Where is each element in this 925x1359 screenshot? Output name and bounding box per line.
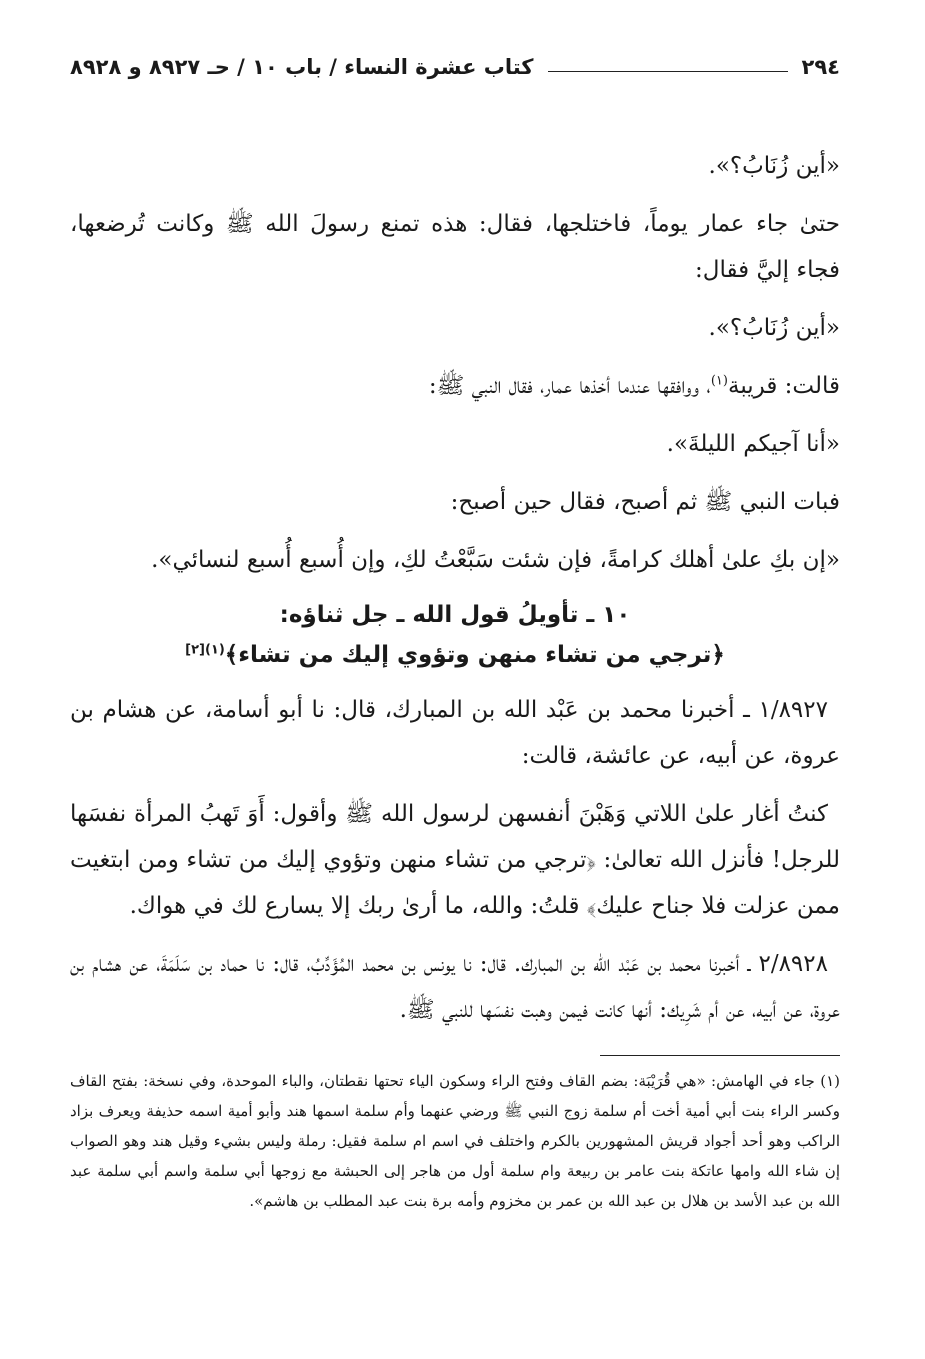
hadith-2: ٢/٨٩٢٨ ـ أخبرنا محمد بن عَبْد الله بن المبارك. قال: نا يونس بن محمد المُؤَدِّبُ، قال: نا حماد بن سَلَمَةَ، عن هشام بن عروة، عن أبيه، عن أم شَرِيك: أنها كانت فيمن وهبت نفسَها للنبي ﷺ. xyxy=(70,951,840,1023)
footnotes xyxy=(70,1066,840,1216)
paragraph-narration-2-start: قالت: قريبة xyxy=(727,373,840,399)
paragraph-narration-2 xyxy=(70,363,840,409)
footnote-marker: (١) xyxy=(710,373,728,389)
paragraph-narration-2-end: ، ووافقها عندما أخذها عمار، فقال النبي ﷺ: xyxy=(428,373,711,399)
section-heading: ١٠ ـ تأويلُ قول الله ـ جل ثناؤه: xyxy=(279,602,631,628)
page-number: ٢٩٤ xyxy=(801,55,840,79)
running-title: كتاب عشرة النساء / باب ١٠ / حـ ٨٩٢٧ و ٨٩٢٨ xyxy=(70,55,534,79)
hadith-1-text: كنتُ أغار علىٰ اللاتي وَهَبْنَ أنفسهن لرسول الله ﷺ وأقول: أَوَ تَهبُ المرأة نفسَها للرجل! فأنزل الله تعالىٰ: ﴿ترجي من تشاء منهن وتؤوي إليك من تشاء ومن ابتغيت ممن عزلت فلا جناح عليك﴾ قلتُ: والله، ما أرىٰ ربك إلا يسارع لك في هواك. xyxy=(70,801,840,919)
paragraph-narration-1: حتىٰ جاء عمار يوماً، فاختلجها، فقال: هذه تمنع رسولَ الله ﷺ وكانت تُرضعها، فجاء إليَّ فقال: xyxy=(70,211,840,283)
book-page xyxy=(70,55,840,1216)
footnote-rule xyxy=(600,1055,840,1056)
hadith-1-chain: ١/٨٩٢٧ ـ أخبرنا محمد بن عَبْد الله بن المبارك، قال: نا أبو أسامة، عن هشام بن عروة، عن أبيه، عن عائشة، قالت: xyxy=(70,697,840,769)
section-verse xyxy=(70,635,840,675)
paragraph-quote-2: «أين زُنَابُ؟». xyxy=(708,315,840,341)
paragraph-quote-1: «أين زُنَابُ؟». xyxy=(708,153,840,179)
paragraph-quote-3: «أنا آجيكم الليلةَ». xyxy=(666,431,840,457)
page-body xyxy=(70,143,840,1033)
section-verse-text: ﴿ترجي من تشاء منهن وتؤوي إليك من تشاء﴾ xyxy=(224,642,725,668)
page-header xyxy=(70,55,840,95)
paragraph-narration-3: فبات النبي ﷺ ثم أصبح، فقال حين أصبح: xyxy=(450,489,840,515)
section-footnote-marker: (١)[٢] xyxy=(185,642,225,658)
paragraph-quote-4: «إن بكِ علىٰ أهلك كرامةً، فإن شئت سَبَّعْتُ لكِ، وإن أُسبع أُسبع لنسائي». xyxy=(151,547,840,573)
footnote-1: (١) جاء في الهامش: «هي قُرَيْبَة: بضم القاف وفتح الراء وسكون الياء تحتها نقطتان، والباء الموحدة، وفي نسخة: بفتح القاف وكسر الراء بنت أبي أمية أخت أم سلمة زوج النبي ﷺ ورضي عنهما وأم سلمة اسمها هند وأبو أمية اسمه حذيفة ويعرف بزاد الراكب وهو أحد أجواد قريش المشهورين بالكرم واختلف في اسم ام سلمة فقيل: رملة وليس بشيء وقيل هند وهو الصواب إن شاء الله وامها عاتكة بنت عامر بن ربيعة وام سلمة أول من هاجر إلى الحبشة مع زوجها أبي سلمة واسم أبي سلمة عبد الله بن عبد الأسد بن هلال بن عبد الله بن عمر بن مخزوم وأمه برة بنت عبد المطلب بن هاشم». xyxy=(70,1072,840,1210)
header-rule xyxy=(548,71,788,72)
